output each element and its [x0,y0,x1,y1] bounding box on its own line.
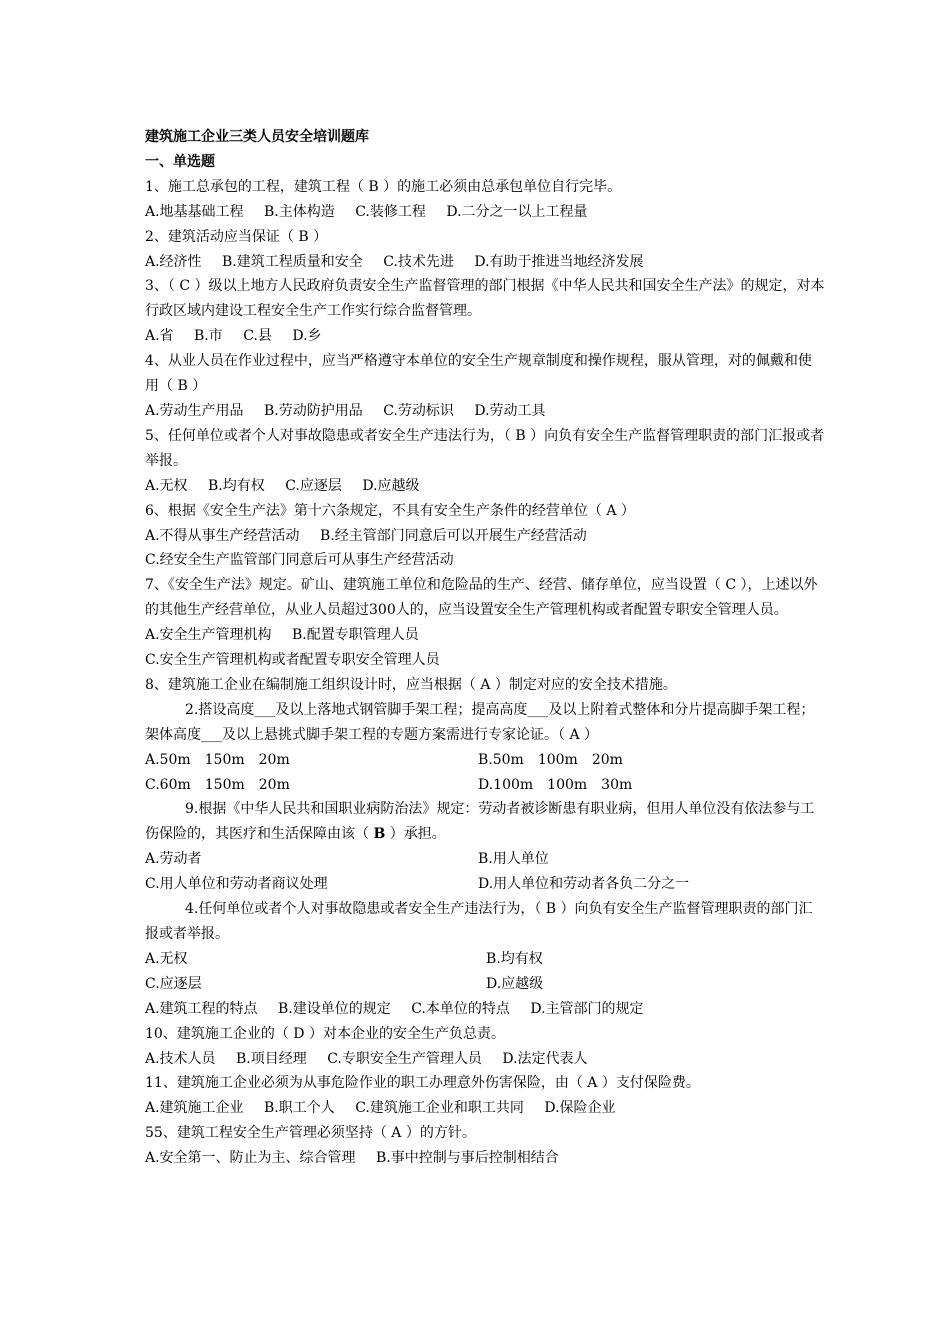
option: C.县 [243,328,272,345]
option: A.劳动生产用品 [145,402,244,419]
option: D.乡 [292,328,322,345]
question-55-options [145,1146,825,1171]
question-55: 55、建筑工程安全生产管理必须坚持（ A ）的方针。 [145,1125,476,1142]
question-4b-options-row2 [145,972,825,997]
option: B.市 [194,328,223,345]
option: C.专职安全生产管理人员 [327,1050,482,1067]
question-4b: 4.任何单位或者个人对事故隐患或者安全生产违法行为，（ B ）向负有安全生产监督管理职责的部门汇报或者举报。 [145,901,813,942]
question-3: 3、（ C ）级以上地方人民政府负责安全生产监督管理的部门根据《中华人民共和国安全生产法》的规定，对本行政区域内建设工程安全生产工作实行综合监督管理。 [145,278,825,320]
option: C.本单位的特点 [411,1000,510,1017]
option: D.二分之一以上工程量 [446,203,588,220]
option: D.用人单位和劳动者各负二分之一 [478,876,690,893]
question-2-options [145,250,825,275]
question-6-options-ab [145,524,825,549]
question-8b: 2.搭设高度___及以上落地式钢管脚手架工程；提高高度___及以上附着式整体和分片提高脚手架工程；架体高度___及以上悬挑式脚手架工程的专题方案需进行专家论证。（ A ） [145,701,815,743]
question-7-option-c: C.安全生产管理机构或者配置专职安全管理人员 [145,652,440,669]
question-1: 1、施工总承包的工程，建筑工程（ B ）的施工必须由总承包单位自行完毕。 [145,178,622,195]
document-title: 建筑施工企业三类人员安全培训题库 [145,129,369,145]
option: B.建设单位的规定 [278,1000,391,1017]
option: A.地基基础工程 [145,203,244,220]
option: C.建筑施工企业和职工共同 [355,1100,524,1117]
question-4b-options-row1 [145,947,825,972]
option: A.不得从事生产经营活动 [145,527,300,544]
option: B.主体构造 [264,203,335,220]
option: D.100m 100m 30m [478,776,633,793]
option: C.装修工程 [355,203,426,220]
option: D.法定代表人 [502,1050,588,1067]
question-9-tail: ）承担。 [389,826,446,843]
option: A.建筑工程的特点 [145,1000,258,1017]
question-7-options-ab [145,623,825,648]
question-6-option-c: C.经安全生产监管部门同意后可从事生产经营活动 [145,552,454,569]
option: A.安全生产管理机构 [145,627,272,644]
option: C.劳动标识 [383,402,454,419]
option: A.安全第一、防止为主、综合管理 [145,1150,356,1167]
question-6: 6、根据《安全生产法》第十六条规定，不具有安全生产条件的经营单位（ A ） [145,502,635,519]
option: C.应逐层 [285,477,342,494]
question-5-options [145,474,825,499]
question-10: 10、建筑施工企业的（ D ）对本企业的安全生产负总责。 [145,1025,505,1042]
option: B.项目经理 [236,1050,307,1067]
option: C.用人单位和劳动者商议处理 [145,876,328,893]
option: B.用人单位 [478,851,549,868]
option: A.技术人员 [145,1050,216,1067]
document-body [145,125,825,1171]
option: B.均有权 [208,477,265,494]
option: D.有助于推进当地经济发展 [474,253,644,270]
question-8: 8、建筑施工企业在编制施工组织设计时，应当根据（ A ）制定对应的安全技术措施。 [145,676,677,693]
option: B.经主管部门同意后可以开展生产经营活动 [320,527,587,544]
question-8b-options-row2 [145,773,825,798]
option: B.建筑工程质量和安全 [222,253,363,270]
question-4: 4、从业人员在作业过程中，应当严格遵守本单位的安全生产规章制度和操作规程，服从管理，对的佩戴和使用（ B ） [145,353,812,395]
option: D.劳动工具 [474,402,546,419]
option: B.均有权 [486,950,543,967]
option: A.建筑施工企业 [145,1100,244,1117]
section-heading: 一、单选题 [145,153,215,170]
option: B.职工个人 [264,1100,335,1117]
question-9 [145,797,825,847]
question-9-answer: B [373,826,386,843]
question-4-options [145,399,825,424]
option: A.劳动者 [145,851,202,868]
question-2: 2、建筑活动应当保证（ B ） [145,228,328,245]
option: B.50m 100m 20m [478,751,623,768]
question-1-options [145,200,825,225]
question-3-options [145,324,825,349]
question-11-options [145,1096,825,1121]
option: A.经济性 [145,253,202,270]
option: B.事中控制与事后控制相结合 [376,1150,559,1167]
option: A.省 [145,328,174,345]
option: D.保险企业 [544,1100,616,1117]
question-10-options [145,1047,825,1072]
option: C.应逐层 [145,975,202,992]
question-5: 5、任何单位或者个人对事故隐患或者安全生产违法行为，（ B ）向负有安全生产监督管理职责的部门汇报或者举报。 [145,427,825,469]
option: D.应越级 [486,975,544,992]
option: C.技术先进 [383,253,454,270]
option: A.无权 [145,950,188,967]
question-9-text: 9.根据《中华人民共和国职业病防治法》规定：劳动者被诊断患有职业病，但用人单位没有依法参与工伤保险的，其医疗和生活保障由该（ [145,801,815,843]
option: B.劳动防护用品 [264,402,363,419]
question-8-options [145,997,825,1022]
option: B.配置专职管理人员 [292,627,419,644]
option: C.60m 150m 20m [145,776,290,793]
option: A.无权 [145,477,188,494]
option: D.应越级 [362,477,420,494]
question-9-options-row1 [145,847,825,872]
question-11: 11、建筑施工企业必须为从事危险作业的职工办理意外伤害保险，由（ A ）支付保险费。 [145,1075,700,1092]
question-9-options-row2 [145,872,825,897]
question-8b-options-row1 [145,748,825,773]
question-7: 7、《安全生产法》规定。矿山、建筑施工单位和危险品的生产、经营、储存单位，应当设置（ C ），上述以外的其他生产经营单位，从业人员超过300人的，应当设置安全生产管理机构或者配置专职安全管理人员。 [145,577,818,619]
option: D.主管部门的规定 [530,1000,644,1017]
option: A.50m 150m 20m [145,751,290,768]
